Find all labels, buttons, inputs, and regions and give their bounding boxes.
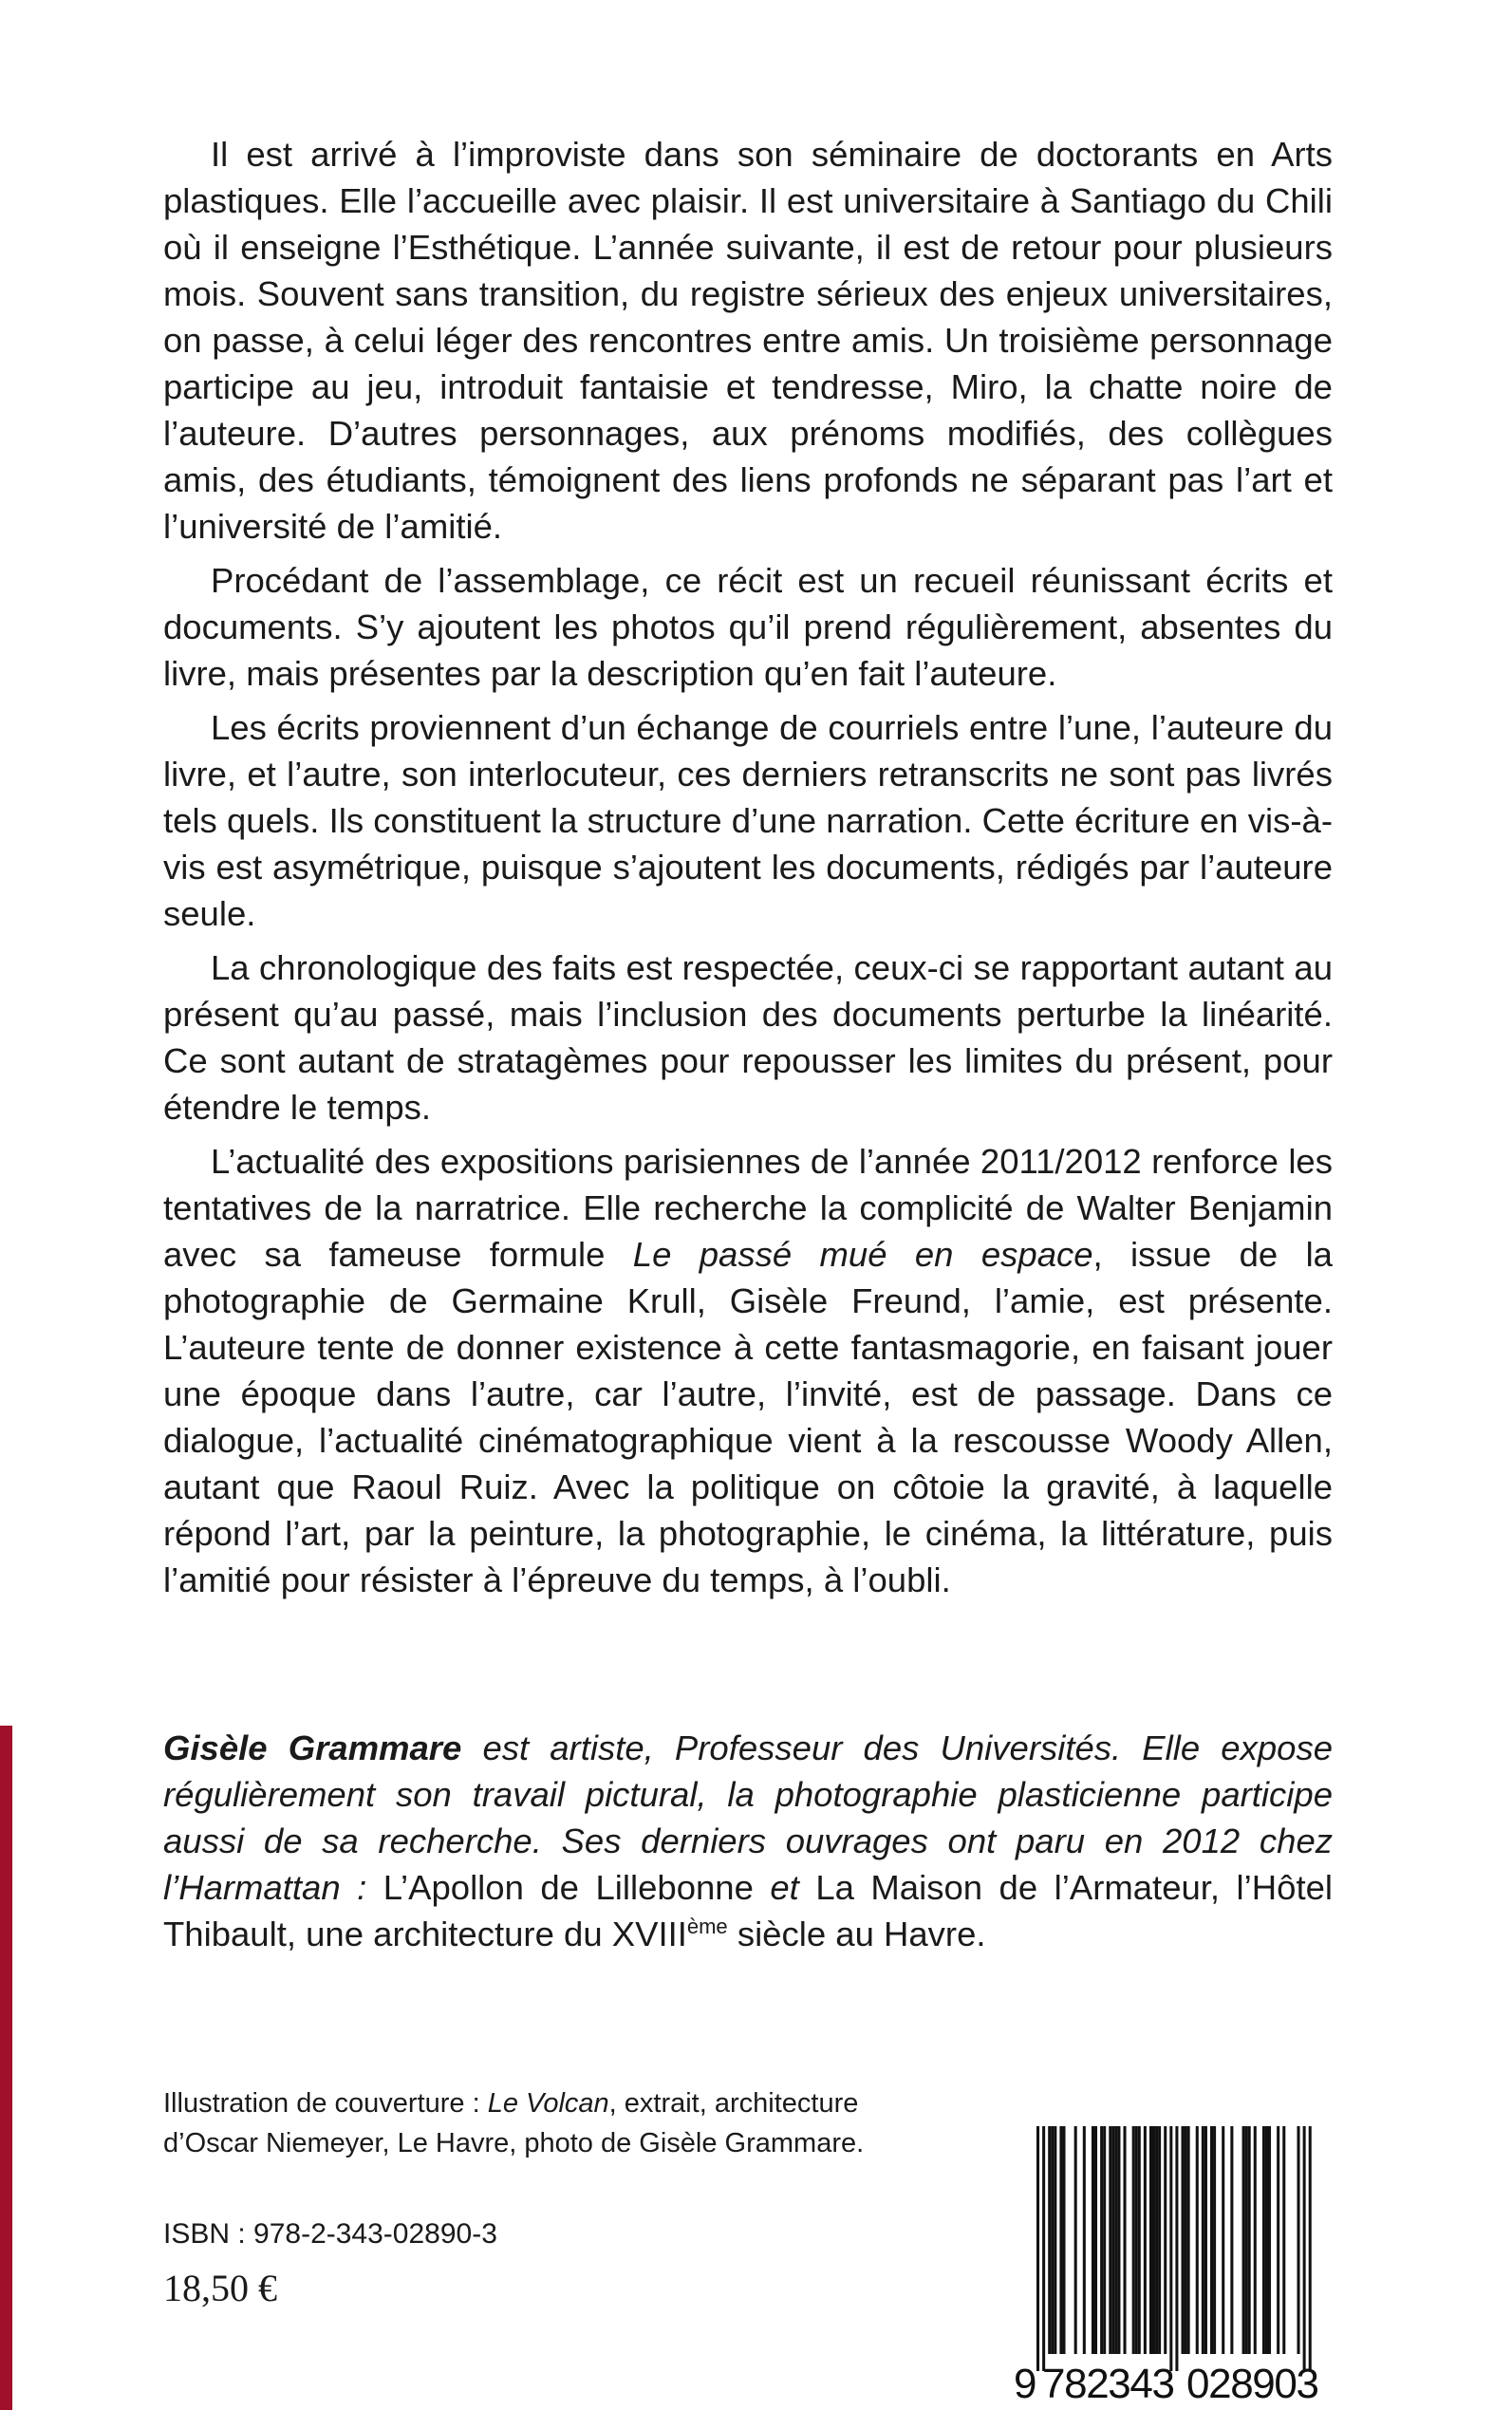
author-bio: [163, 1725, 1333, 1957]
barcode-bar: [1132, 2126, 1135, 2354]
barcode-bar: [1074, 2126, 1077, 2354]
artwork-title: Le Volcan: [487, 2088, 609, 2119]
barcode-bar: [1054, 2126, 1056, 2354]
barcode-bar: [1202, 2126, 1204, 2354]
bio-conjunction: et: [753, 1868, 816, 1907]
barcode-bar: [1083, 2126, 1086, 2354]
price: 18,50 €: [163, 2267, 277, 2309]
barcode-bar: [1242, 2126, 1245, 2354]
barcode-bar: [1282, 2126, 1285, 2354]
credits-label: Illustration de couverture :: [163, 2088, 488, 2119]
summary-paragraph: [163, 1138, 1333, 1603]
barcode-bar: [1248, 2126, 1251, 2354]
barcode-bar: [1297, 2126, 1300, 2354]
barcode-bar: [1149, 2126, 1152, 2354]
barcode-bar: [1303, 2126, 1306, 2371]
barcode-bar: [1185, 2126, 1187, 2354]
barcode-bar: [1109, 2126, 1111, 2354]
barcode-bar: [1117, 2126, 1120, 2354]
barcode-bar: [1164, 2126, 1167, 2354]
barcode-bar: [1144, 2126, 1147, 2354]
barcode-bar: [1182, 2126, 1185, 2354]
spine-color-band: [0, 1726, 12, 2410]
book-title-end: siècle au Havre.: [727, 1915, 986, 1953]
barcode-bar: [1114, 2126, 1117, 2354]
credits-text: , extrait, architecture d’Oscar Niemeyer, Le Havre, photo de Gisèle Grammare.: [163, 2088, 865, 2158]
cover-credits: [163, 2083, 942, 2163]
barcode-bar: [1268, 2126, 1271, 2354]
barcode-bar: [1187, 2126, 1190, 2354]
barcode-bar: [1175, 2126, 1178, 2371]
summary-paragraph: Les écrits proviennent d’un échange de courriels entre l’une, l’auteure du livre, et l’autre, son interlocuteur, ces derniers retranscrits ne sont pas livrés tels quels. Ils constituent la structure d’une narration. Cette écriture en vis-à-vis est asymétrique, puisque s’ajoutent les documents, rédigés par l’auteure seule.: [163, 708, 1333, 933]
summary-paragraph: Procédant de l’assemblage, ce récit est un recueil réunissant écrits et documents. S’y ajoutent les photos qu’il prend régulièrement, absentes du livre, mais présentes par la description qu’en fait l’auteure.: [163, 561, 1333, 693]
barcode-first-digit: 9: [1014, 2361, 1037, 2405]
barcode-bar: [1230, 2126, 1233, 2354]
summary-text: , issue de la photographie de Germaine Krull, Gisèle Freund, l’amie, est présente. L’auteure tente de donner existence à cette fantasmagorie, en faisant jouer une époque dans l’autre, car l’autre, l’invité, est de passage. Dans ce dialogue, l’actualité cinématographique vient à la rescousse Woody Allen, autant que Raoul Ruiz. Avec la politique on côtoie la gravité, à laquelle répond l’art, par la peinture, la photographie, le cinéma, la littérature, puis l’amitié pour résister à l’épreuve du temps, à l’oubli.: [163, 1235, 1333, 1599]
barcode-bar: [1059, 2126, 1062, 2354]
barcode-bars: [1036, 2126, 1312, 2371]
barcode-bar: [1042, 2126, 1045, 2371]
barcode-bar: [1111, 2126, 1114, 2354]
barcode-bar: [1135, 2126, 1138, 2354]
barcode-bar: [1103, 2126, 1106, 2354]
bio-text: est artiste, Professeur des Universités. Elle expose régulièrement son travail pictural, la photographie plasticienne participe aussi de sa recherche. Ses derniers ouvrages ont paru en 2012 chez l’Harmattan :: [163, 1728, 1333, 1907]
barcode: [1000, 2124, 1331, 2405]
barcode-bar: [1092, 2126, 1094, 2354]
barcode-bar: [1124, 2126, 1127, 2354]
barcode-bar: [1155, 2126, 1158, 2354]
barcode-bar: [1210, 2126, 1213, 2354]
barcode-bar: [1204, 2126, 1207, 2354]
barcode-bar: [1051, 2126, 1054, 2354]
summary-paragraph: Il est arrivé à l’improviste dans son séminaire de doctorants en Arts plastiques. Elle l’accueille avec plaisir. Il est universitaire à Santiago du Chili où il enseigne l’Esthétique. L’année suivante, il est de retour pour plusieurs mois. Souvent sans transition, du registre sérieux des enjeux universitaires, on passe, à celui léger des rencontres entre amis. Un troisième personnage participe au jeu, introduit fantaisie et tendresse, Miro, la chatte noire de l’auteure. D’autres personnages, aux prénoms modifiés, des collègues amis, des étudiants, témoignent des liens profonds ne séparant pas l’art et l’université de l’amitié.: [163, 135, 1333, 546]
barcode-bar: [1213, 2126, 1216, 2354]
isbn: ISBN : 978-2-343-02890-3: [163, 2218, 497, 2250]
barcode-bar: [1277, 2126, 1279, 2354]
barcode-bar: [1158, 2126, 1161, 2354]
barcode-bar: [1222, 2126, 1224, 2354]
barcode-bar: [1309, 2126, 1312, 2371]
summary-text: L’actualité des expositions parisiennes de l’année 2011/2012 renforce les tentatives de la narratrice. Elle recherche la complicité de Walter Benjamin avec sa fameuse formule: [163, 1142, 1333, 1274]
author-name: Gisèle Grammare: [163, 1728, 462, 1767]
barcode-right-digits: 028903: [1186, 2361, 1319, 2405]
superscript: ème: [686, 1914, 728, 1938]
barcode-bar: [1254, 2126, 1257, 2354]
barcode-bar: [1152, 2126, 1155, 2354]
barcode-bar: [1262, 2126, 1265, 2354]
barcode-left-digits: 782343: [1042, 2361, 1175, 2405]
barcode-bar: [1138, 2126, 1141, 2354]
barcode-bar: [1048, 2126, 1051, 2354]
barcode-bar: [1265, 2126, 1268, 2354]
barcode-bar: [1169, 2126, 1172, 2371]
quoted-formula: Le passé mué en espace: [632, 1235, 1093, 1274]
barcode-bar: [1100, 2126, 1103, 2354]
book-title: L’Apollon de Lillebonne: [383, 1868, 754, 1907]
barcode-bar: [1036, 2126, 1039, 2371]
barcode-bar: [1094, 2126, 1097, 2354]
book-title: La Maison de l’Armateur, l’Hôtel Thibault, une architecture du XVIII: [163, 1868, 1333, 1953]
barcode-bar: [1245, 2126, 1248, 2354]
summary-paragraph: La chronologique des faits est respectée, ceux-ci se rapportant autant au présent qu’au passé, mais l’inclusion des documents perturbe la linéarité. Ce sont autant de stratagèmes pour repousser les limites du présent, pour étendre le temps.: [163, 948, 1333, 1127]
barcode-bar: [1062, 2126, 1065, 2354]
back-cover-summary: [163, 131, 1333, 1611]
barcode-bar: [1196, 2126, 1199, 2354]
